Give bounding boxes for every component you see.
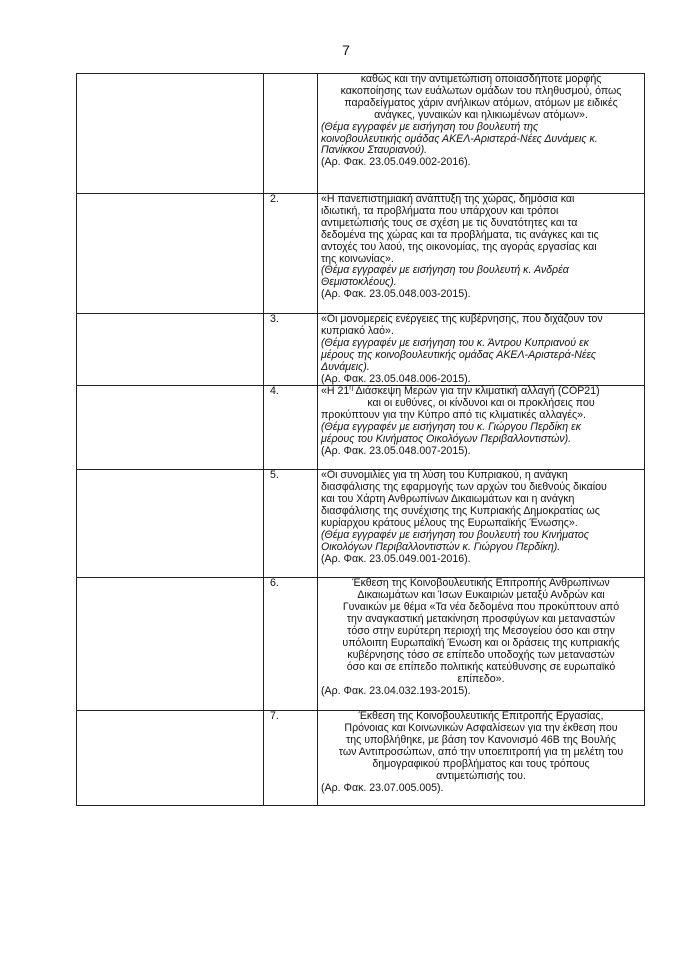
agenda-body [77, 74, 645, 806]
item-line: κυρίαρχου κράτους μέλους της Ευρωπαϊκής Ένωσης». [321, 517, 578, 530]
item-note: κοινοβουλευτικής ομάδας ΑΚΕΛ-Αριστερά-Νέες Δυνάμεις κ. [321, 132, 598, 145]
item-number: 7. [264, 711, 318, 806]
item-line: καθώς και την αντιμετώπιση οποιασδήποτε μορφής [360, 73, 602, 85]
item-line: προκύπτουν για την Κύπρο από τις κλιματικές αλλαγές». [321, 409, 586, 422]
item-note: Πανίκκου Σταυριανού). [321, 144, 428, 157]
item-line: Έκθεση της Κοινοβουλευτικής Επιτροπής Ανθρωπίνων [352, 577, 610, 590]
item-line: κακοποίησης των ευάλωτων ομάδων του πληθυσμού, όπως [340, 84, 622, 97]
item-line: τόσο στην ευρύτερη περιοχή της Μεσογείου όσο και στην [347, 625, 615, 638]
blank-cell [77, 386, 264, 470]
item-line-part: «Η 21 [321, 385, 350, 398]
agenda-table [76, 73, 645, 806]
item-note: Οικολόγων Περιβαλλοντιστών κ. Γιώργου Περδίκη). [321, 540, 561, 553]
item-line: «Οι μονομερείς ενέργειες της κυβέρνησης, που διχάζουν τον [321, 313, 603, 325]
item-line: αντιμετώπισής του. [436, 769, 526, 782]
agenda-row [77, 470, 645, 578]
item-line: της υποβλήθηκε, με βάση τον Κανονισμό 46Β της Βουλής [346, 734, 616, 747]
item-text [318, 314, 645, 386]
item-line: δημογραφικού προβλήματος και τους τρόπους [372, 758, 590, 771]
agenda-row [77, 578, 645, 711]
item-note: μέρους της κοινοβουλευτικής ομάδας ΑΚΕΛ-Αριστερά-Νέες [321, 348, 597, 361]
item-note: (Θέμα εγγραφέν με εισήγηση του βουλευτή της [321, 120, 539, 133]
file-reference: (Αρ. Φακ. 23.05.049.001-2016). [321, 552, 471, 565]
item-line: δεδομένα της χώρας και τα προβλήματα, τις ανάγκες και τις [321, 228, 599, 241]
item-note: Δυνάμεις). [321, 360, 370, 373]
agenda-row [77, 386, 645, 470]
item-line: «Οι συνομιλίες για τη λύση του Κυπριακού, η ανάγκη [321, 469, 568, 482]
item-line: όσο και σε επίπεδο πολιτικής κατεύθυνσης σε ευρωπαϊκό [346, 660, 616, 673]
agenda-row [77, 194, 645, 314]
item-line: κυβέρνησης τόσο σε επίπεδο υποδοχής των μεταναστών [347, 648, 615, 661]
item-note: (Θέμα εγγραφέν με εισήγηση του βουλευτή κ. Ανδρέα [321, 264, 569, 277]
item-line: την αναγκαστική μετακίνηση προσφύγων και μεταναστών [346, 613, 616, 626]
item-line: Πρόνοιας και Κοινωνικών Ασφαλίσεων για την έκθεση που [344, 722, 618, 735]
item-note: (Θέμα εγγραφέν με εισήγηση του κ. Άντρου Κυπριανού εκ [321, 336, 589, 349]
item-text [318, 470, 645, 578]
item-line: υπόλοιπη Ευρωπαϊκή Ένωση και οι δράσεις της κυπριακής [342, 636, 620, 649]
page-number: 7 [342, 42, 350, 58]
item-line: επίπεδο». [457, 672, 505, 685]
item-number: 2. [264, 194, 318, 314]
item-line: «Η πανεπιστημιακή ανάπτυξη της χώρας, δημόσια και [321, 193, 575, 205]
item-text [318, 74, 645, 194]
item-line: διασφάλισης της εφαρμογής των αρχών του διεθνούς δικαίου [321, 481, 607, 494]
file-reference: (Αρ. Φακ. 23.05.048.006-2015). [321, 372, 471, 385]
blank-cell [77, 74, 264, 194]
item-line: ανάγκες, γυναικών και ηλικιωμένων ατόμων». [374, 108, 588, 121]
item-line: κυπριακό λαό». [321, 324, 394, 337]
agenda-row [77, 74, 645, 194]
blank-cell [77, 314, 264, 386]
item-line: αντοχές του λαού, της οικονομίας, της αγοράς εργασίας και [321, 240, 597, 253]
item-number: 5. [264, 470, 318, 578]
agenda-row [77, 314, 645, 386]
item-text [318, 194, 645, 314]
item-line: ιδιωτική, τα προβλήματα που υπάρχουν και τρόποι [321, 204, 559, 217]
item-line: Γυναικών με θέμα «Τα νέα δεδομένα που προκύπτουν από [342, 601, 620, 614]
item-number [264, 74, 318, 194]
item-line: Έκθεση της Κοινοβουλευτικής Επιτροπής Εργασίας, [358, 710, 604, 723]
item-note: (Θέμα εγγραφέν με εισήγηση του κ. Γιώργου Περδίκη εκ [321, 421, 581, 434]
blank-cell [77, 470, 264, 578]
blank-cell [77, 194, 264, 314]
item-number: 6. [264, 578, 318, 711]
item-text [318, 711, 645, 806]
item-number: 3. [264, 314, 318, 386]
blank-cell [77, 711, 264, 806]
file-reference: (Αρ. Φακ. 23.05.048.003-2015). [321, 288, 471, 301]
item-text [318, 386, 645, 470]
item-line: της κοινωνίας». [321, 252, 394, 265]
item-number: 4. [264, 386, 318, 470]
file-reference: (Αρ. Φακ. 23.04.032.193-2015). [321, 684, 471, 697]
item-note: μέρους του Κινήματος Οικολόγων Περιβαλλοντιστών). [321, 433, 572, 446]
item-line-part: Διάσκεψη Μερών για την κλιματική αλλαγή (COP21) [353, 385, 600, 398]
item-line: των Αντιπροσώπων, από την υποεπιτροπή για τη μελέτη του [338, 746, 624, 759]
item-line: και οι ευθύνες, οι κίνδυνοι και οι προκλήσεις που [367, 397, 595, 410]
item-note: (Θέμα εγγραφέν με εισήγηση του βουλευτή του Κινήματος [321, 528, 589, 541]
file-reference: (Αρ. Φακ. 23.05.049.002-2016). [321, 156, 471, 169]
item-note: Θεμιστοκλέους). [321, 276, 397, 289]
item-line: Δικαιωμάτων και Ίσων Ευκαιριών μεταξύ Ανδρών και [357, 589, 605, 602]
agenda-row [77, 711, 645, 806]
file-reference: (Αρ. Φακ. 23.05.048.007-2015). [321, 444, 471, 457]
item-line: και του Χάρτη Ανθρωπίνων Δικαιωμάτων και η ανάγκη [321, 493, 575, 506]
blank-cell [77, 578, 264, 711]
superscript: η [349, 384, 354, 392]
item-text [318, 578, 645, 711]
file-reference: (Αρ. Φακ. 23.07.005.005). [321, 781, 444, 794]
item-line: διασφάλισης της συνέχισης της Κυπριακής Δημοκρατίας ως [321, 505, 600, 518]
item-line: παραδείγματος χάριν ανήλικων ατόμων, ατόμων με ειδικές [344, 96, 618, 109]
item-line: αντιμετώπισής τους σε σχέση με τις δυνατότητες και τα [321, 216, 578, 229]
